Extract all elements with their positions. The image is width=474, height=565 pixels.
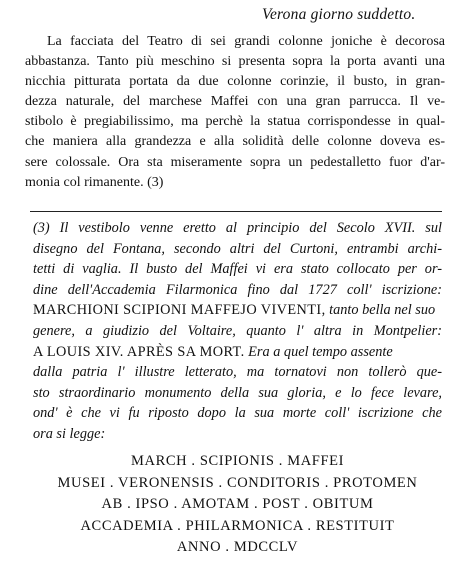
footnote-line: ond' è che vi fu riposto dopo la sua morte coll' iscrizione che <box>33 405 442 422</box>
footnote-line <box>33 300 442 321</box>
footnote-line: sto straordinario monumento della sua gloria, e lo fece levare, <box>33 384 442 401</box>
footnote-line <box>33 342 442 363</box>
inscription-line: MARCH . SCIPIONIS . MAFFEI <box>131 453 344 469</box>
paragraph-line: dezza naturale, del marchese Maffei con una gran parrucca. Il ve- <box>25 94 445 110</box>
footnote-divider <box>30 211 442 212</box>
footnote-line: dalla patria l' illustre letterato, ma tornatovi non tollerò que- <box>33 364 442 381</box>
inscription-line: AB . IPSO . AMOTAM . POST . OBITUM <box>101 496 374 513</box>
footnote-line-text: Era a quel tempo assente <box>244 343 393 360</box>
footnote-line: (3) Il vestibolo venne eretto al principio del Secolo XVII. sul <box>33 220 442 236</box>
inscription-block <box>33 451 442 559</box>
paragraph-line: stibolo è pregiabilissimo, ma perchè la statua corrispondesse in qual- <box>25 114 445 130</box>
footnote-line: dine dell'Accademia Filarmonica fino dal 1727 coll' iscrizione: <box>33 281 442 298</box>
footnote-line: genere, a giudizio del Voltaire, quanto l' altra in Montpelier: <box>33 322 442 339</box>
footnote-line-text: tanto bella nel suo <box>325 302 436 319</box>
voltaire-inscription-text: A LOUIS XIV. APRÈS SA MORT. <box>33 343 245 360</box>
page-heading: Verona giorno suddetto. <box>262 6 416 23</box>
inscription-line: MUSEI . VERONENSIS . CONDITORIS . PROTOMEN <box>57 474 418 491</box>
inscription-line: ANNO . MDCCLV <box>176 539 299 556</box>
first-inscription-text: MARCHIONI SCIPIONI MAFFEJO VIVENTI, <box>33 302 326 319</box>
inscription-line: ACCADEMIA . PHILARMONICA . RESTITUIT <box>80 517 395 534</box>
footnote-line: tetti di vaglia. Il busto del Maffei vi era stato collocato per or- <box>33 261 442 278</box>
footnote-line: ora si legge: <box>33 425 106 442</box>
footnote <box>33 218 442 445</box>
paragraph-line: nicchia pitturata portata da due colonne corinzie, il busto, in gran- <box>25 74 445 90</box>
main-paragraph <box>25 32 445 193</box>
paragraph-line: sere colossale. Ora sta miseramente sopra un pedestalletto fuor d'ar- <box>25 154 445 170</box>
paragraph-line: che maniera alla grandezza e alla solidità delle colonne doveva es- <box>25 134 445 150</box>
paragraph-line: La facciata del Teatro di sei grandi colonne joniche è decorosa <box>47 34 445 49</box>
footnote-line: disegno del Fontana, secondo altri del Curtoni, entrambi archi- <box>33 240 442 257</box>
paragraph-line: abbastanza. Tanto più meschino si presenta sopra la porta avanti una <box>25 54 445 70</box>
paragraph-line: monia col rimanente. (3) <box>25 174 164 190</box>
